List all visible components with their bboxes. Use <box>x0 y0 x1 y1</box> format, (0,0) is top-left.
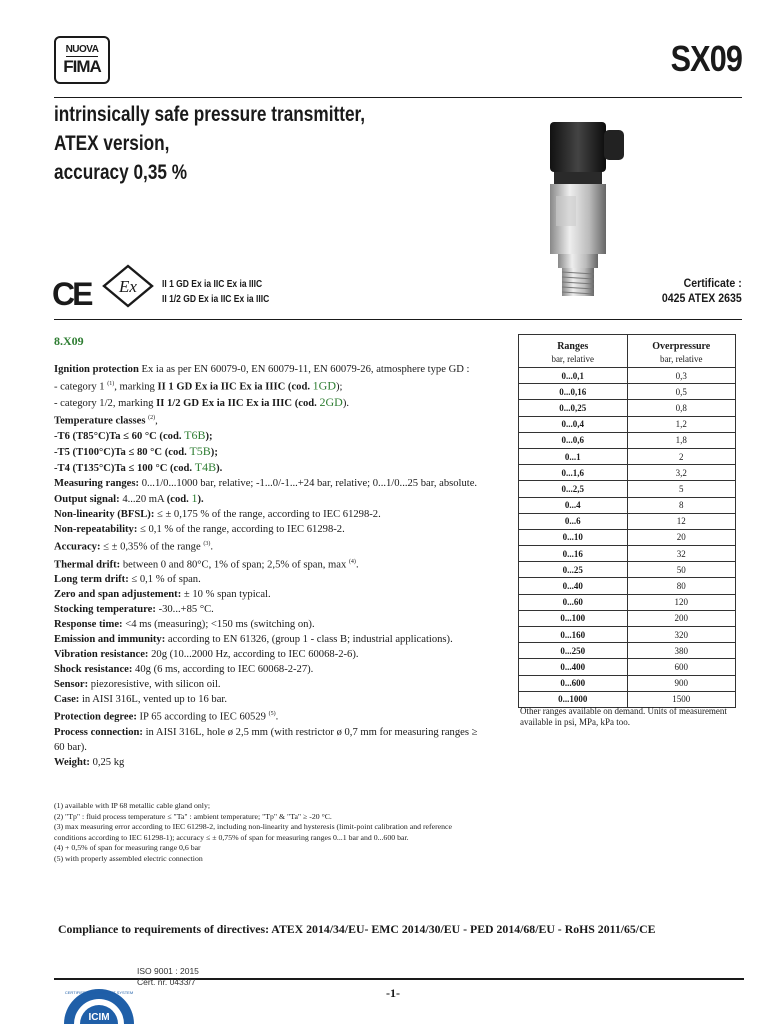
spec-value: between 0 and 80°C, 1% of span; 2,5% of span, max <box>122 559 347 571</box>
specifications <box>54 362 484 770</box>
nuova-fima-logo <box>54 36 110 84</box>
spec-value: ≤ ± 0,175 % of the range, according to IEC 61298-2. <box>157 509 381 521</box>
spec-label: Process connection: <box>54 726 143 738</box>
range-cell: 0...100 <box>519 610 628 626</box>
overpressure-cell: 380 <box>627 643 736 659</box>
overpressure-cell: 900 <box>627 675 736 691</box>
temp-class: -T5 (T100°C)Ta ≤ 80 °C (cod. <box>54 447 187 459</box>
table-row <box>519 691 736 707</box>
marking-line-1: II 1 GD Ex ia IIC Ex ia IIIC <box>162 279 263 290</box>
overpressure-cell: 1500 <box>627 691 736 707</box>
option-code: 2GD <box>319 394 343 409</box>
page-number: -1- <box>386 986 400 1000</box>
option-code: 1 <box>191 491 198 506</box>
logo-line1: NUOVA <box>65 44 99 55</box>
overpressure-cell: 5 <box>627 481 736 497</box>
spec-value: ≤ ± 0,35% of the range <box>103 541 201 553</box>
table-row <box>519 368 736 384</box>
spec-label: Ignition protection <box>54 364 139 375</box>
model-code: SX09 <box>670 38 742 79</box>
table-row <box>519 416 736 432</box>
spec-text: ); <box>205 431 213 443</box>
other-ranges-note: Other ranges available on demand. Units of measurement available in psi, MPa, kPa too. <box>520 706 727 727</box>
ce-mark: CE <box>52 276 91 312</box>
table-row <box>519 497 736 513</box>
spec-label: Sensor: <box>54 679 89 691</box>
footnote-ref: (5) <box>268 711 276 718</box>
spec-text: . <box>355 559 359 571</box>
spec-label: Vibration resistance: <box>54 649 149 661</box>
ranges-header <box>519 335 628 368</box>
range-cell: 0...400 <box>519 659 628 675</box>
cod-label: (cod. <box>294 397 317 409</box>
spec-label: Non-linearity (BFSL): <box>54 509 155 521</box>
footnote-ref: (4) <box>348 558 356 565</box>
range-cell: 0...40 <box>519 578 628 594</box>
icim-label: ICIM <box>88 1012 110 1023</box>
overpressure-cell: 50 <box>627 562 736 578</box>
compliance-statement: Compliance to requirements of directives: ATEX 2014/34/EU- EMC 2014/30/EU - PED 2014/68/EU - RoHS 2011/65/CE <box>58 922 656 936</box>
range-cell: 0...25 <box>519 562 628 578</box>
table-row <box>519 384 736 400</box>
certificate-number: 0425 ATEX 2635 <box>662 291 742 305</box>
spec-label: Protection degree: <box>54 711 137 723</box>
spec-marking: II 1 GD Ex ia IIC Ex ia IIIC <box>157 381 286 393</box>
column-unit: bar, relative <box>659 354 703 364</box>
logo-line2: FIMA <box>63 57 101 76</box>
option-code: T6B <box>184 428 206 443</box>
overpressure-cell: 3,2 <box>627 465 736 481</box>
spec-label: Output signal: <box>54 494 120 506</box>
spec-value: 4...20 mA <box>122 494 165 506</box>
table-row <box>519 448 736 464</box>
marking-line-2: II 1/2 GD Ex ia IIC Ex ia IIIC <box>162 294 270 305</box>
overpressure-cell: 12 <box>627 513 736 529</box>
option-code: 1GD <box>312 378 336 393</box>
spec-value: -30...+85 °C. <box>158 604 214 616</box>
range-cell: 0...0,4 <box>519 416 628 432</box>
table-row <box>519 594 736 610</box>
ranges-table <box>518 334 736 708</box>
table-row <box>519 578 736 594</box>
range-cell: 0...2,5 <box>519 481 628 497</box>
overpressure-cell: 200 <box>627 610 736 626</box>
spec-label: Temperature classes <box>54 415 146 427</box>
spec-label: Measuring ranges: <box>54 478 140 490</box>
spec-label: Weight: <box>54 756 90 768</box>
range-cell: 0...160 <box>519 627 628 643</box>
spec-value: ≤ 0,1 % of the range, according to IEC 61298-2. <box>140 524 345 536</box>
spec-value: according to EN 61326, (group 1 - class B; industrial applications). <box>167 634 453 646</box>
spec-text: - category 1/2, marking <box>54 397 154 409</box>
spec-value: 20g (10...2000 Hz, according to IEC 60068-2-6). <box>151 649 359 661</box>
range-cell: 0...4 <box>519 497 628 513</box>
overpressure-cell: 8 <box>627 497 736 513</box>
column-title: Ranges <box>557 341 589 352</box>
range-cell: 0...0,25 <box>519 400 628 416</box>
spec-label: Thermal drift: <box>54 559 121 571</box>
range-cell: 0...0,6 <box>519 432 628 448</box>
table-row <box>519 529 736 545</box>
overpressure-cell: 2 <box>627 448 736 464</box>
footnote: (2) "Tp" : fluid process temperature ≤ "Ta" : ambient temperature; "Tp" & "Ta" ≥ -20 °C. <box>54 811 332 821</box>
spec-value: Ex ia as per EN 60079-0, EN 60079-11, EN 60079-26, atmosphere type GD : <box>141 364 470 375</box>
spec-label: Response time: <box>54 619 123 631</box>
overpressure-cell: 80 <box>627 578 736 594</box>
range-cell: 0...600 <box>519 675 628 691</box>
range-cell: 0...1000 <box>519 691 628 707</box>
table-row <box>519 610 736 626</box>
overpressure-cell: 0,8 <box>627 400 736 416</box>
footnote: (1) available with IP 68 metallic cable gland only; <box>54 801 211 810</box>
product-title <box>54 100 365 187</box>
footnote: (3) max measuring error according to IEC 61298-2, including non-linearity and hysteresis (limit-point calibration and reference conditions according to IEC 61298-1); accuracy ≤ ± 0,75% of span for measuring ranges 0...1 bar and 0...600 bar. <box>54 822 452 842</box>
cod-label: (cod. <box>287 381 310 393</box>
cod-label: (cod. <box>166 494 189 506</box>
spec-value: in AISI 316L, hole ø 2,5 mm (with restrictor ø 0,7 mm for measuring ranges ≥ 60 bar). <box>54 726 478 753</box>
spec-label: Shock resistance: <box>54 664 133 676</box>
footnote-ref: (3) <box>203 541 211 548</box>
spec-value: 40g (6 ms, according to IEC 60068-2-27). <box>135 664 314 676</box>
footnotes <box>54 801 484 864</box>
spec-value: piezoresistive, with silicon oil. <box>90 679 221 691</box>
spec-label: Case: <box>54 694 80 706</box>
title-line-1: intrinsically safe pressure transmitter, <box>54 103 366 126</box>
table-row <box>519 481 736 497</box>
table-row <box>519 465 736 481</box>
column-title: Overpressure <box>652 341 711 352</box>
spec-value: ± 10 % span typical. <box>183 589 271 601</box>
table-row <box>519 659 736 675</box>
spec-text: , <box>155 415 158 427</box>
atex-markings <box>162 277 269 307</box>
range-cell: 0...1 <box>519 448 628 464</box>
overpressure-cell: 1,8 <box>627 432 736 448</box>
spec-text: ). <box>216 463 223 475</box>
column-unit: bar, relative <box>551 354 595 364</box>
certificate-block <box>662 276 742 306</box>
header-rule <box>54 97 742 98</box>
range-cell: 0...1,6 <box>519 465 628 481</box>
spec-value: 0...1/0...1000 bar, relative; -1...0/-1...+24 bar, relative; 0...1/0...25 bar, absolute. <box>141 478 478 490</box>
table-row <box>519 643 736 659</box>
spec-label: Stocking temperature: <box>54 604 156 616</box>
spec-text: ); <box>336 381 343 393</box>
atex-ex-icon <box>102 264 154 308</box>
table-row <box>519 562 736 578</box>
range-cell: 0...6 <box>519 513 628 529</box>
range-cell: 0...0,16 <box>519 384 628 400</box>
table-row <box>519 675 736 691</box>
range-cell: 0...60 <box>519 594 628 610</box>
overpressure-cell: 320 <box>627 627 736 643</box>
range-cell: 0...10 <box>519 529 628 545</box>
spec-text: , marking <box>114 381 155 393</box>
option-code: T5B <box>189 444 211 459</box>
spec-label: Accuracy: <box>54 541 101 553</box>
spec-text: - category 1 <box>54 381 105 393</box>
range-cell: 0...16 <box>519 546 628 562</box>
option-code: T4B <box>194 460 217 475</box>
spec-label: Long term drift: <box>54 574 129 586</box>
spec-text: ). <box>342 397 349 409</box>
overpressure-header <box>627 335 736 368</box>
spec-text: ); <box>210 447 218 459</box>
certificate-label: Certificate : <box>683 276 742 290</box>
icim-ring-text: CERTIFIED MANAGEMENT SYSTEM <box>64 990 134 995</box>
ex-label: Ex <box>119 277 137 296</box>
spec-value: IP 65 according to IEC 60529 <box>139 711 266 723</box>
spec-label: Non-repeatability: <box>54 524 138 536</box>
icim-certification-badge <box>56 950 142 1024</box>
product-code: 8.X09 <box>54 334 84 348</box>
spec-value: <4 ms (measuring); <150 ms (switching on). <box>125 619 315 631</box>
range-cell: 0...0,1 <box>519 368 628 384</box>
spec-text: . <box>210 541 213 553</box>
spec-label: Emission and immunity: <box>54 634 166 646</box>
iso-certification <box>137 966 199 988</box>
overpressure-cell: 0,3 <box>627 368 736 384</box>
table-row <box>519 513 736 529</box>
temp-class: -T6 (T85°C)Ta ≤ 60 °C (cod. <box>54 431 182 443</box>
spec-text: ). <box>197 494 204 506</box>
range-cell: 0...250 <box>519 643 628 659</box>
footnote: (5) with properly assembled electric connection <box>54 853 203 863</box>
iso-cert-number: Cert. nr. 0433/7 <box>137 977 196 987</box>
spec-value: 0,25 kg <box>92 756 125 768</box>
spec-text: . <box>275 711 279 723</box>
overpressure-cell: 0,5 <box>627 384 736 400</box>
table-row <box>519 432 736 448</box>
overpressure-cell: 120 <box>627 594 736 610</box>
spec-marking: II 1/2 GD Ex ia IIC Ex ia IIIC <box>156 397 293 409</box>
spec-value: in AISI 316L, vented up to 16 bar. <box>81 694 228 706</box>
overpressure-cell: 20 <box>627 529 736 545</box>
overpressure-cell: 1,2 <box>627 416 736 432</box>
table-row <box>519 546 736 562</box>
overpressure-cell: 600 <box>627 659 736 675</box>
spec-value: ≤ 0,1 % of span. <box>131 574 201 586</box>
footnote: (4) + 0,5% of span for measuring range 0,6 bar <box>54 843 201 852</box>
footnote-ref: (1) <box>107 381 115 387</box>
table-row <box>519 627 736 643</box>
iso-standard: ISO 9001 : 2015 <box>137 966 199 976</box>
title-line-3: accuracy 0,35 % <box>54 161 188 184</box>
section-rule <box>54 319 742 320</box>
spec-label: Zero and span adjustement: <box>54 589 182 601</box>
transmitter-photo <box>536 116 632 300</box>
overpressure-cell: 32 <box>627 546 736 562</box>
temp-class: -T4 (T135°C)Ta ≤ 100 °C (cod. <box>54 463 193 475</box>
table-row <box>519 400 736 416</box>
footnote-ref: (2) <box>148 414 156 421</box>
title-line-2: ATEX version, <box>54 132 170 155</box>
